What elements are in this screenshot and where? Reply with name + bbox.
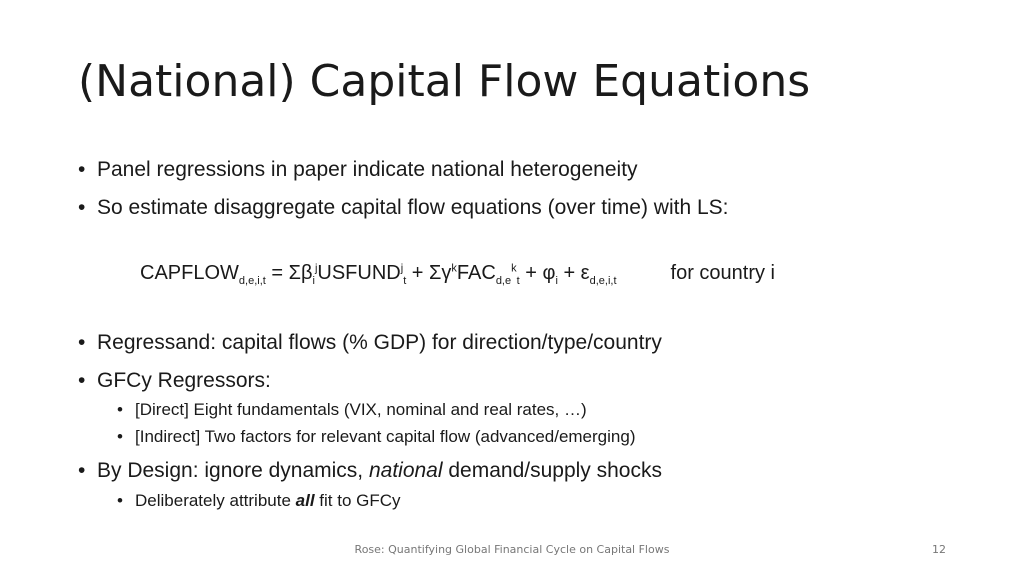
bullet-3 [78,331,662,355]
bullet-dot: • [78,158,86,181]
bullet-dot: • [78,331,86,354]
slide-title: (National) Capital Flow Equations [78,56,811,107]
bullet-2 [78,196,729,220]
bullet-1 [78,158,638,182]
bullet-dot: • [117,400,123,419]
bullet-3-text: Regressand: capital flows (% GDP) for direction/type/country [97,331,662,354]
bullet-dot: • [78,459,86,482]
bullet-4 [78,369,271,393]
equation-suffix: for country i [670,262,775,284]
bullet-5-sub-1: • Deliberately attribute all fit to GFCy [117,491,401,510]
bullet-4-sub-2: • [Indirect] Two factors for relevant capital flow (advanced/emerging) [117,427,636,446]
bullet-dot: • [78,369,86,392]
regression-equation: $CAPFLOW_{d,e,i,t}$ = $\Sigma\beta_i^jUSFUND^j_t + \Sigma\gamma^kFAC_{d,e}^k_t + \varphi_i + \varepsilon_{d,e,i,t}$ for country i [140,262,775,287]
page-number: 12 [932,543,946,556]
bullet-1-text: Panel regressions in paper indicate national heterogeneity [97,158,638,181]
bullet-5: • By Design: ignore dynamics, national demand/supply shocks [78,459,662,482]
bullet-dot: • [117,491,123,510]
bullet-dot: • [78,196,86,219]
bullet-2-text: So estimate disaggregate capital flow equations (over time) with LS: [97,196,729,219]
bullet-dot: • [117,427,123,446]
footer-caption: Rose: Quantifying Global Financial Cycle on Capital Flows [354,543,670,556]
bullet-4-sub-1: • [Direct] Eight fundamentals (VIX, nominal and real rates, …) [117,400,587,419]
bullet-4-text: GFCy Regressors: [97,369,271,392]
